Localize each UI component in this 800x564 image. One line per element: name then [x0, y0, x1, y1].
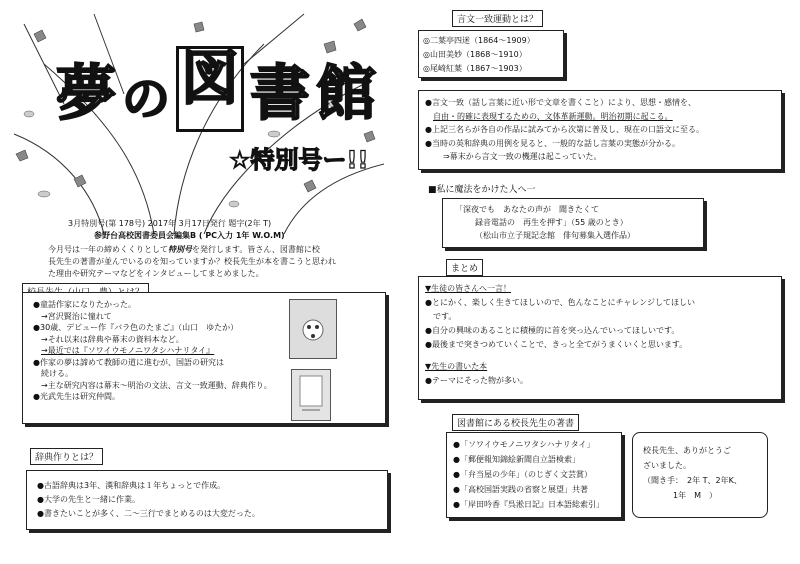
students-title: ▼生徒の皆さんへ一言！ — [425, 284, 511, 293]
library-book: ●「弁当屋の少年」（のじぎく文芸賞） — [453, 470, 592, 479]
principal-line: ●30歳、デビュー作『バラ色のたまご』（山口 ゆたか） — [33, 323, 239, 332]
library-book: ●「ソワイウモノニワタシハナリタイ」 — [453, 440, 595, 449]
intro-text: 長先生の著書が並んでいるのを知っていますか？校長先生が本を書こうと思われ — [48, 257, 336, 266]
dictionary-box — [26, 470, 388, 530]
title-char: 館 — [316, 59, 377, 129]
haiku-line: 「深夜でも あなたの声が 聞きたくて — [455, 205, 599, 214]
magic-box — [442, 198, 704, 248]
principal-box — [22, 292, 386, 424]
principal-line: ●童話作家になりたかった。 — [33, 300, 136, 309]
library-book: ●「郵便報知錦絵新聞自立語検索」 — [453, 455, 580, 464]
title-char: 書 — [250, 59, 311, 129]
thanks-line: 1年 M ） — [673, 491, 717, 500]
thanks-box — [632, 432, 768, 518]
students-line: ●最後まで突きつめていくことで、きっと全てがうまくいくと思います。 — [425, 340, 688, 349]
masthead — [4, 4, 388, 234]
special-issue-label: ☆特別号ー!! — [229, 146, 369, 174]
issue-editor-line: 参野台高校図書委員会編集B ( PC入力 1年 W.O.M) — [94, 231, 285, 240]
author-line: ◎尾崎紅葉（1867～1903） — [423, 64, 527, 73]
library-books-box — [446, 432, 622, 518]
intro-text: た理由や研究テーマなどをインタビューしてまとめました。 — [48, 269, 264, 278]
principal-line: →最近では『ソワイウモノニワタシハナリタイ』 — [41, 346, 215, 355]
dictionary-line: ●大学の先生と一緒に作業。 — [37, 495, 140, 504]
principal-line: →それ以来は辞典や幕末の資料本など。 — [41, 334, 184, 344]
students-line: です。 — [433, 312, 457, 321]
summary-section-title: まとめ — [446, 259, 483, 276]
thanks-line: 校長先生、ありがとうご — [643, 446, 731, 455]
principal-line: →宮沢賢治に憧れて — [41, 311, 112, 321]
intro-text: 今月号は一年の締めくくりとして — [48, 245, 168, 254]
dictionary-section-title: 辞典作りとは？ — [30, 448, 103, 465]
students-line: ●自分の興味のあることに積極的に首を突っ込んでいってほしいです。 — [425, 326, 680, 335]
genbun-line: ●上記三名らが各自の作品に試みてから次第に普及し、現在の口語文に至る。 — [425, 125, 704, 134]
intro-text: を発行します。皆さん、図書館に校 — [192, 245, 320, 254]
author-line: ◎山田美妙（1868～1910） — [423, 50, 527, 59]
haiku-line: 録音電話の 再生を押す」（55 歳のとき） — [475, 218, 628, 227]
library-section-title: 図書館にある校長先生の著書 — [452, 414, 579, 431]
issue-date-line: 3月特別号(第 178号) 2017年 3月17日発行 題字(2年 T) — [68, 219, 272, 228]
genbun-line: ●当時の英和辞典の用例を見ると、一般的な話し言葉の実態が分かる。 — [425, 138, 680, 148]
summary-box — [418, 276, 782, 400]
thanks-line: ざいました。 — [643, 461, 691, 470]
thanks-line: （聞き手： 2年 T、2年K、 — [643, 476, 742, 485]
principal-line: ●作家の夢は諦めて教師の道に進むが、国語の研究は — [33, 357, 224, 367]
principal-line: →主な研究内容は幕末～明治の文法、言文一致運動、辞典作り。 — [41, 380, 272, 390]
library-book: ●「高校国語実践の省察と展望」共著 — [453, 485, 588, 494]
genbun-line: ⇒幕末から言文一致の機運は起こっていた。 — [443, 152, 602, 161]
title-char: 図 — [176, 46, 244, 132]
genbun-explanation-box — [418, 90, 782, 170]
intro-emphasis: 特別号 — [168, 245, 192, 254]
book-cover-image — [291, 369, 331, 421]
library-book: ●「岸田吟香『呉淞日記』日本語総索引」 — [453, 500, 604, 509]
dictionary-line: ●書きたいことが多く、二～三行でまとめるのは大変だった。 — [37, 509, 260, 518]
dictionary-line: ●古語辞典は3年、漢和辞典は１年ちょっとで作成。 — [37, 481, 226, 490]
magic-section-title: ■私に魔法をかけた人へ一 — [428, 185, 536, 195]
haiku-line: （松山市立子規記念館 俳句募集入選作品） — [475, 231, 635, 240]
genbun-line: 自由・的確に表現するための、文体革新運動。明治初期に起こる。 — [433, 111, 673, 121]
genbun-line: ●言文一致（話し言葉に近い形で文章を書くこと）により、思想・感情を、 — [425, 98, 696, 107]
genbun-authors-box — [418, 30, 564, 78]
book-cover-image — [289, 299, 337, 359]
title-char: の — [122, 71, 171, 127]
books-line: ●テーマにそった物が多い。 — [425, 376, 528, 385]
author-line: ◎二葉亭四迷（1864～1909） — [423, 36, 535, 45]
title-char: 夢 — [56, 59, 116, 129]
students-line: ●とにかく、楽しく生きてほしいので、色んなことにチャレンジしてほしい — [425, 298, 696, 307]
principal-line: 続ける。 — [41, 369, 73, 378]
principal-line: ●光武先生は研究仲間。 — [33, 392, 120, 401]
genbun-section-title: 言文一致運動とは？ — [452, 10, 543, 27]
books-title: ▼先生の書いた本 — [425, 362, 488, 371]
intro-paragraph — [48, 244, 393, 280]
